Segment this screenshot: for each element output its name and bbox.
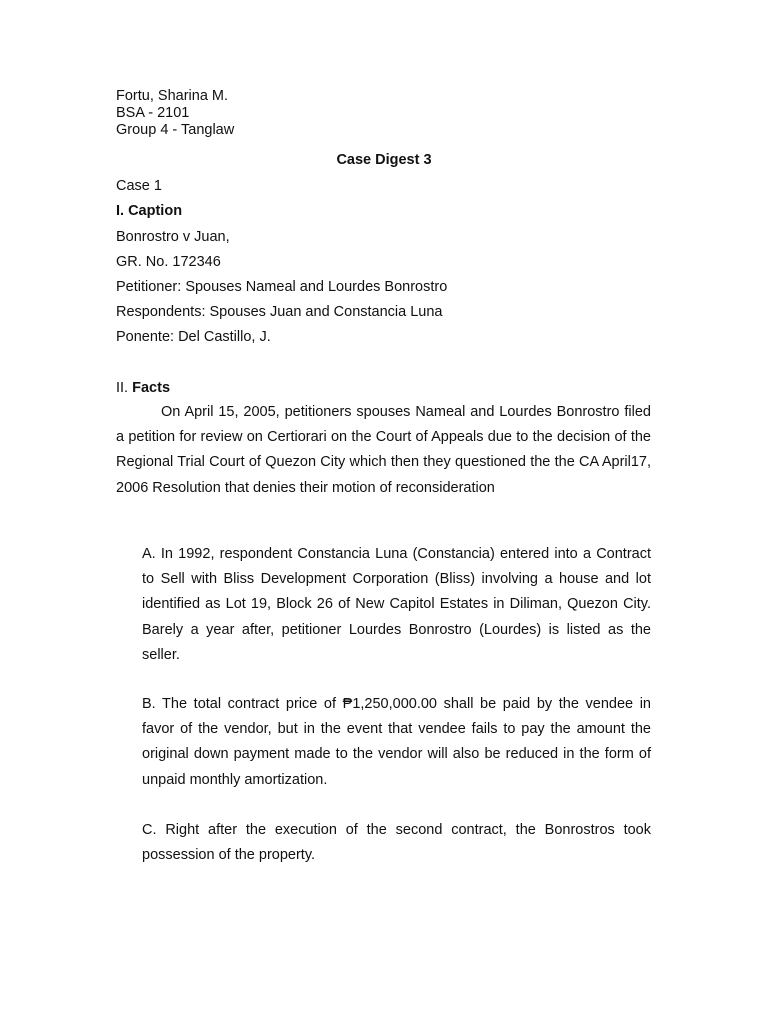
case-label: Case 1 [116, 178, 162, 194]
author-section: BSA - 2101 [116, 105, 190, 121]
document-title: Case Digest 3 [336, 152, 432, 168]
facts-heading [116, 380, 170, 396]
facts-heading-word: Facts [132, 380, 171, 396]
author-name: Fortu, Sharina M. [116, 88, 229, 104]
fact-item-b: B. The total contract price of ₱1,250,000.00 shall be paid by the vendee in favor of the vendor, but in the event that vendee fails to pay the amount the original down payment made to the vendor will also be reduced in the form of unpaid monthly amortization. [142, 696, 651, 788]
facts-heading-prefix: II. [116, 380, 133, 396]
petitioner-line: Petitioner: Spouses Nameal and Lourdes Bonrostro [116, 279, 448, 295]
ponente-line: Ponente: Del Castillo, J. [116, 329, 271, 345]
gr-number: GR. No. 172346 [116, 254, 221, 270]
respondents-line: Respondents: Spouses Juan and Constancia Luna [116, 304, 443, 320]
case-name: Bonrostro v Juan, [116, 229, 230, 245]
fact-item-a: A. In 1992, respondent Constancia Luna (Constancia) entered into a Contract to Sell with Bliss Development Corporation (Bliss) involving a house and lot identified as Lot 19, Block 26 of New Capitol Estates in Diliman, Quezon City. Barely a year after, petitioner Lourdes Bonrostro (Lourdes) is listed as the seller. [142, 546, 651, 663]
facts-intro-paragraph: On April 15, 2005, petitioners spouses Nameal and Lourdes Bonrostro filed a petition for review on Certiorari on the Court of Appeals due to the decision of the Regional Trial Court of Quezon City which then they questioned the the CA April17, 2006 Resolution that denies their motion of reconsideration [116, 404, 651, 496]
author-group: Group 4 - Tanglaw [116, 122, 235, 138]
fact-item-c: C. Right after the execution of the second contract, the Bonrostros took possession of the property. [142, 822, 651, 864]
caption-heading: I. Caption [116, 203, 183, 219]
